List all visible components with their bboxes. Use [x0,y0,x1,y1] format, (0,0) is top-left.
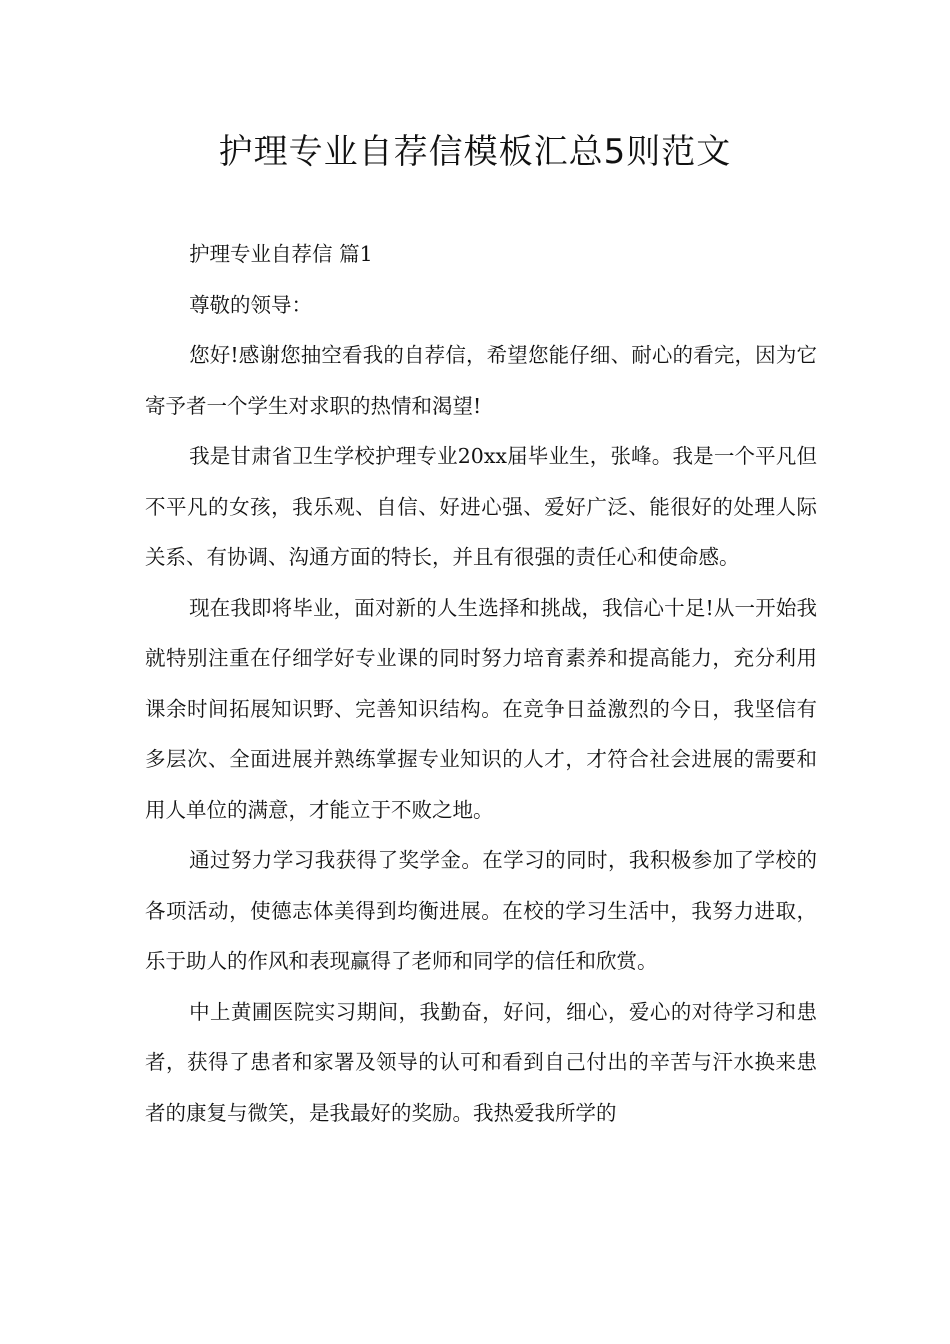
document-body [145,229,817,1138]
document-title: 护理专业自荐信模板汇总5则范文 [218,132,732,172]
body-paragraph: 中上黄圃医院实习期间，我勤奋，好问，细心，爱心的对待学习和患者，获得了患者和家署及领导的认可和看到自己付出的辛苦与汗水换来患者的康复与微笑，是我最好的奖励。我热爱我所学的 [145,999,817,1125]
salutation: 尊敬的领导： [189,292,313,317]
body-paragraph: 现在我即将毕业，面对新的人生选择和挑战，我信心十足!从一开始我就特别注重在仔细学好专业课的同时努力培育素养和提高能力，充分利用课余时间拓展知识野、完善知识结构。在竞争日益激烈的今日，我坚信有多层次、全面进展并熟练掌握专业知识的人才，才符合社会进展的需要和用人单位的满意，才能立于不败之地。 [145,595,817,822]
section-heading: 护理专业自荐信 篇1 [189,242,373,266]
body-paragraph: 通过努力学习我获得了奖学金。在学习的同时，我积极参加了学校的各项活动，使德志体美得到均衡进展。在校的学习生活中，我努力进取，乐于助人的作风和表现赢得了老师和同学的信任和欣赏。 [145,848,817,973]
body-paragraph: 我是甘肃省卫生学校护理专业20xx届毕业生，张峰。我是一个平凡但不平凡的女孩，我乐观、自信、好进心强、爱好广泛、能很好的处理人际关系、有协调、沟通方面的特长，并且有很强的责任心和使命感。 [145,444,817,569]
body-paragraph: 您好!感谢您抽空看我的自荐信，希望您能仔细、耐心的看完，因为它寄予者一个学生对求职的热情和渴望! [145,343,817,418]
